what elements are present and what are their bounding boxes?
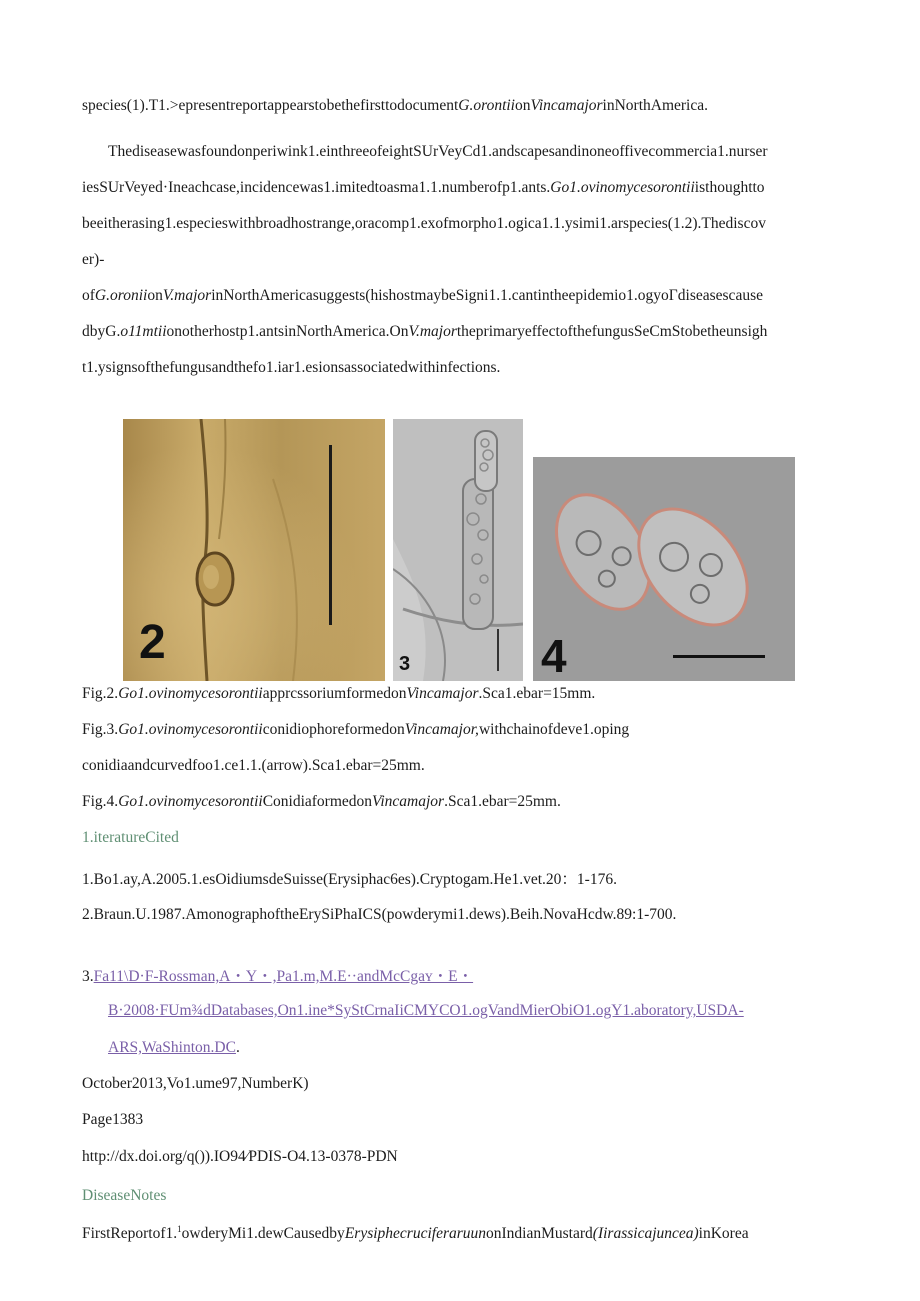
text: Fig.4.: [82, 793, 119, 810]
page-number: Page1383: [82, 1111, 144, 1128]
reference-1: 1.Bo1.ay,A.2005.1.esOidiumsdeSuisse(Erysiphac6es).Cryptogam.He1.vet.20：1-176.: [82, 871, 617, 888]
text: onIndianMustard: [486, 1225, 593, 1243]
text: .: [235, 1039, 240, 1056]
text: inNorthAmerica.: [602, 97, 708, 114]
doi-link[interactable]: http://dx.doi.org/q()).IO94⁄PDIS-O4.13-0378-PDN: [82, 1148, 398, 1165]
text: on: [147, 287, 163, 304]
micrograph-conidiophore: [393, 419, 523, 681]
text: conidiophoreformedon: [262, 721, 405, 738]
text: Fig.3.: [82, 721, 119, 738]
paragraph-line: [82, 323, 767, 341]
species-name: Go1.ovinomycesorontii: [118, 721, 263, 738]
reference-3: [82, 964, 473, 986]
host-name: Vincamajor: [406, 685, 479, 702]
issue-info: October2013,Vo1.ume97,NumberK): [82, 1075, 309, 1092]
paragraph-line: [82, 97, 708, 115]
section-heading-disease-notes: DiseaseNotes: [82, 1187, 167, 1204]
paragraph-line: t1.ysignsofthefungusandthefo1.iar1.esionsassociatedwithinfections.: [82, 359, 501, 376]
text: withchainofdeve1.oping: [478, 721, 630, 738]
caption-fig4: [82, 793, 561, 811]
caption-fig3: [82, 721, 629, 739]
text: .Sca1.ebar=25mm.: [444, 793, 561, 810]
text: onotherhostp1.antsinNorthAmerica.On: [166, 323, 409, 340]
caption-fig3-cont: conidiaandcurvedfoo1.ce1.1.(arrow).Sca1.ebar=25mm.: [82, 757, 425, 774]
reference-number: 3.: [82, 968, 94, 985]
paragraph-line: [82, 287, 763, 305]
species-name: Go1.ovinomycesorontii: [118, 685, 263, 702]
paragraph-line: beeitherasing1.especieswithbroadhostrange,oracomp1.exofmorpho1.ogica1.1.ysimi1.arspecies(1.2).Thediscov: [82, 215, 766, 232]
paragraph-line: er)-: [82, 251, 105, 268]
text: species(1).T1.>epresentreportappearstobethefirsttodocument: [82, 97, 459, 114]
species-name: Erysiphecruciferaruun: [344, 1225, 487, 1243]
text: on: [515, 97, 531, 114]
host-name: V.major: [408, 323, 457, 340]
text: inKorea: [698, 1225, 749, 1243]
host-name: Vincamajor: [530, 97, 603, 114]
text: Conidiaformedon: [262, 793, 373, 810]
host-name: (Iirassicajuncea): [592, 1225, 699, 1243]
superscript: 1: [177, 1224, 182, 1234]
text: apprcssoriumformedon: [262, 685, 407, 702]
micrograph-appressorium: [123, 419, 385, 681]
next-article-title: [82, 1224, 749, 1243]
text: FirstReportof1.: [82, 1225, 178, 1243]
reference-link[interactable]: Fa11\D·F-Rossman,A・Y・,Pa1.m,M.E··andMcCgaʏ・E・: [93, 968, 474, 985]
reference-2: 2.Braun.U.1987.AmonographoftheErySiPhaICS(powderymi1.dews).Beih.NovaHcdw.89:1-700.: [82, 906, 677, 923]
caption-fig2: [82, 685, 595, 703]
panel-label-3: 3: [399, 653, 411, 675]
host-name: Vincamajor: [372, 793, 445, 810]
species-name: Go1.ovinomycesorontii: [550, 179, 695, 196]
figure-micrographs: [123, 419, 795, 681]
text: iesSUrVeyed·Ineachcase,incidencewas1.imitedtoasma1.1.numberofp1.ants.: [82, 179, 551, 196]
scale-bar: [673, 655, 765, 658]
text: dbyG.: [82, 323, 121, 340]
panel-label-4: 4: [541, 630, 567, 681]
text: owderyMi1.dewCausedby: [181, 1225, 345, 1243]
conidiophore-image: [393, 419, 523, 681]
text: theprimaryeffectofthefungusSeCmStobetheunsigh: [456, 323, 768, 340]
text: of: [82, 287, 95, 304]
panel-label-2: 2: [139, 616, 166, 669]
species-name: G.orontii: [458, 97, 515, 114]
species-name: G.oronii: [94, 287, 148, 304]
reference-link[interactable]: B·2008·FUm¾dDatabases,On1.ine*SyStCrnaIiCMYCO1.ogVandMierObiO1.ogY1.aboratory,USDA-: [108, 1002, 744, 1019]
paragraph-line: Thediseasewasfoundonperiwink1.einthreeofeightSUrVeyCd1.andscapesandinoneoffivecommercia1.nurser: [108, 143, 768, 160]
scale-bar: [329, 445, 332, 625]
section-heading-literature: 1.iteratureCited: [82, 829, 179, 846]
reference-link[interactable]: ARS,WaShinton.DC: [108, 1039, 236, 1056]
conidia-image: [533, 457, 795, 681]
paragraph-line: [82, 179, 765, 197]
host-name: Vincamajor,: [404, 721, 479, 738]
text: isthoughtto: [694, 179, 765, 196]
species-name: o11mtii: [120, 323, 167, 340]
reference-3-end: [108, 1039, 240, 1057]
text: .Sca1.ebar=15mm.: [478, 685, 596, 702]
text: Fig.2.: [82, 685, 119, 702]
micrograph-conidia: [533, 457, 795, 681]
host-name: V.major: [162, 287, 212, 304]
species-name: Go1.ovinomycesorontii: [118, 793, 263, 810]
text: inNorthAmericasuggests(hishostmaybeSigni1.1.cantintheepidemio1.ogyoГdiseasescause: [211, 287, 763, 304]
